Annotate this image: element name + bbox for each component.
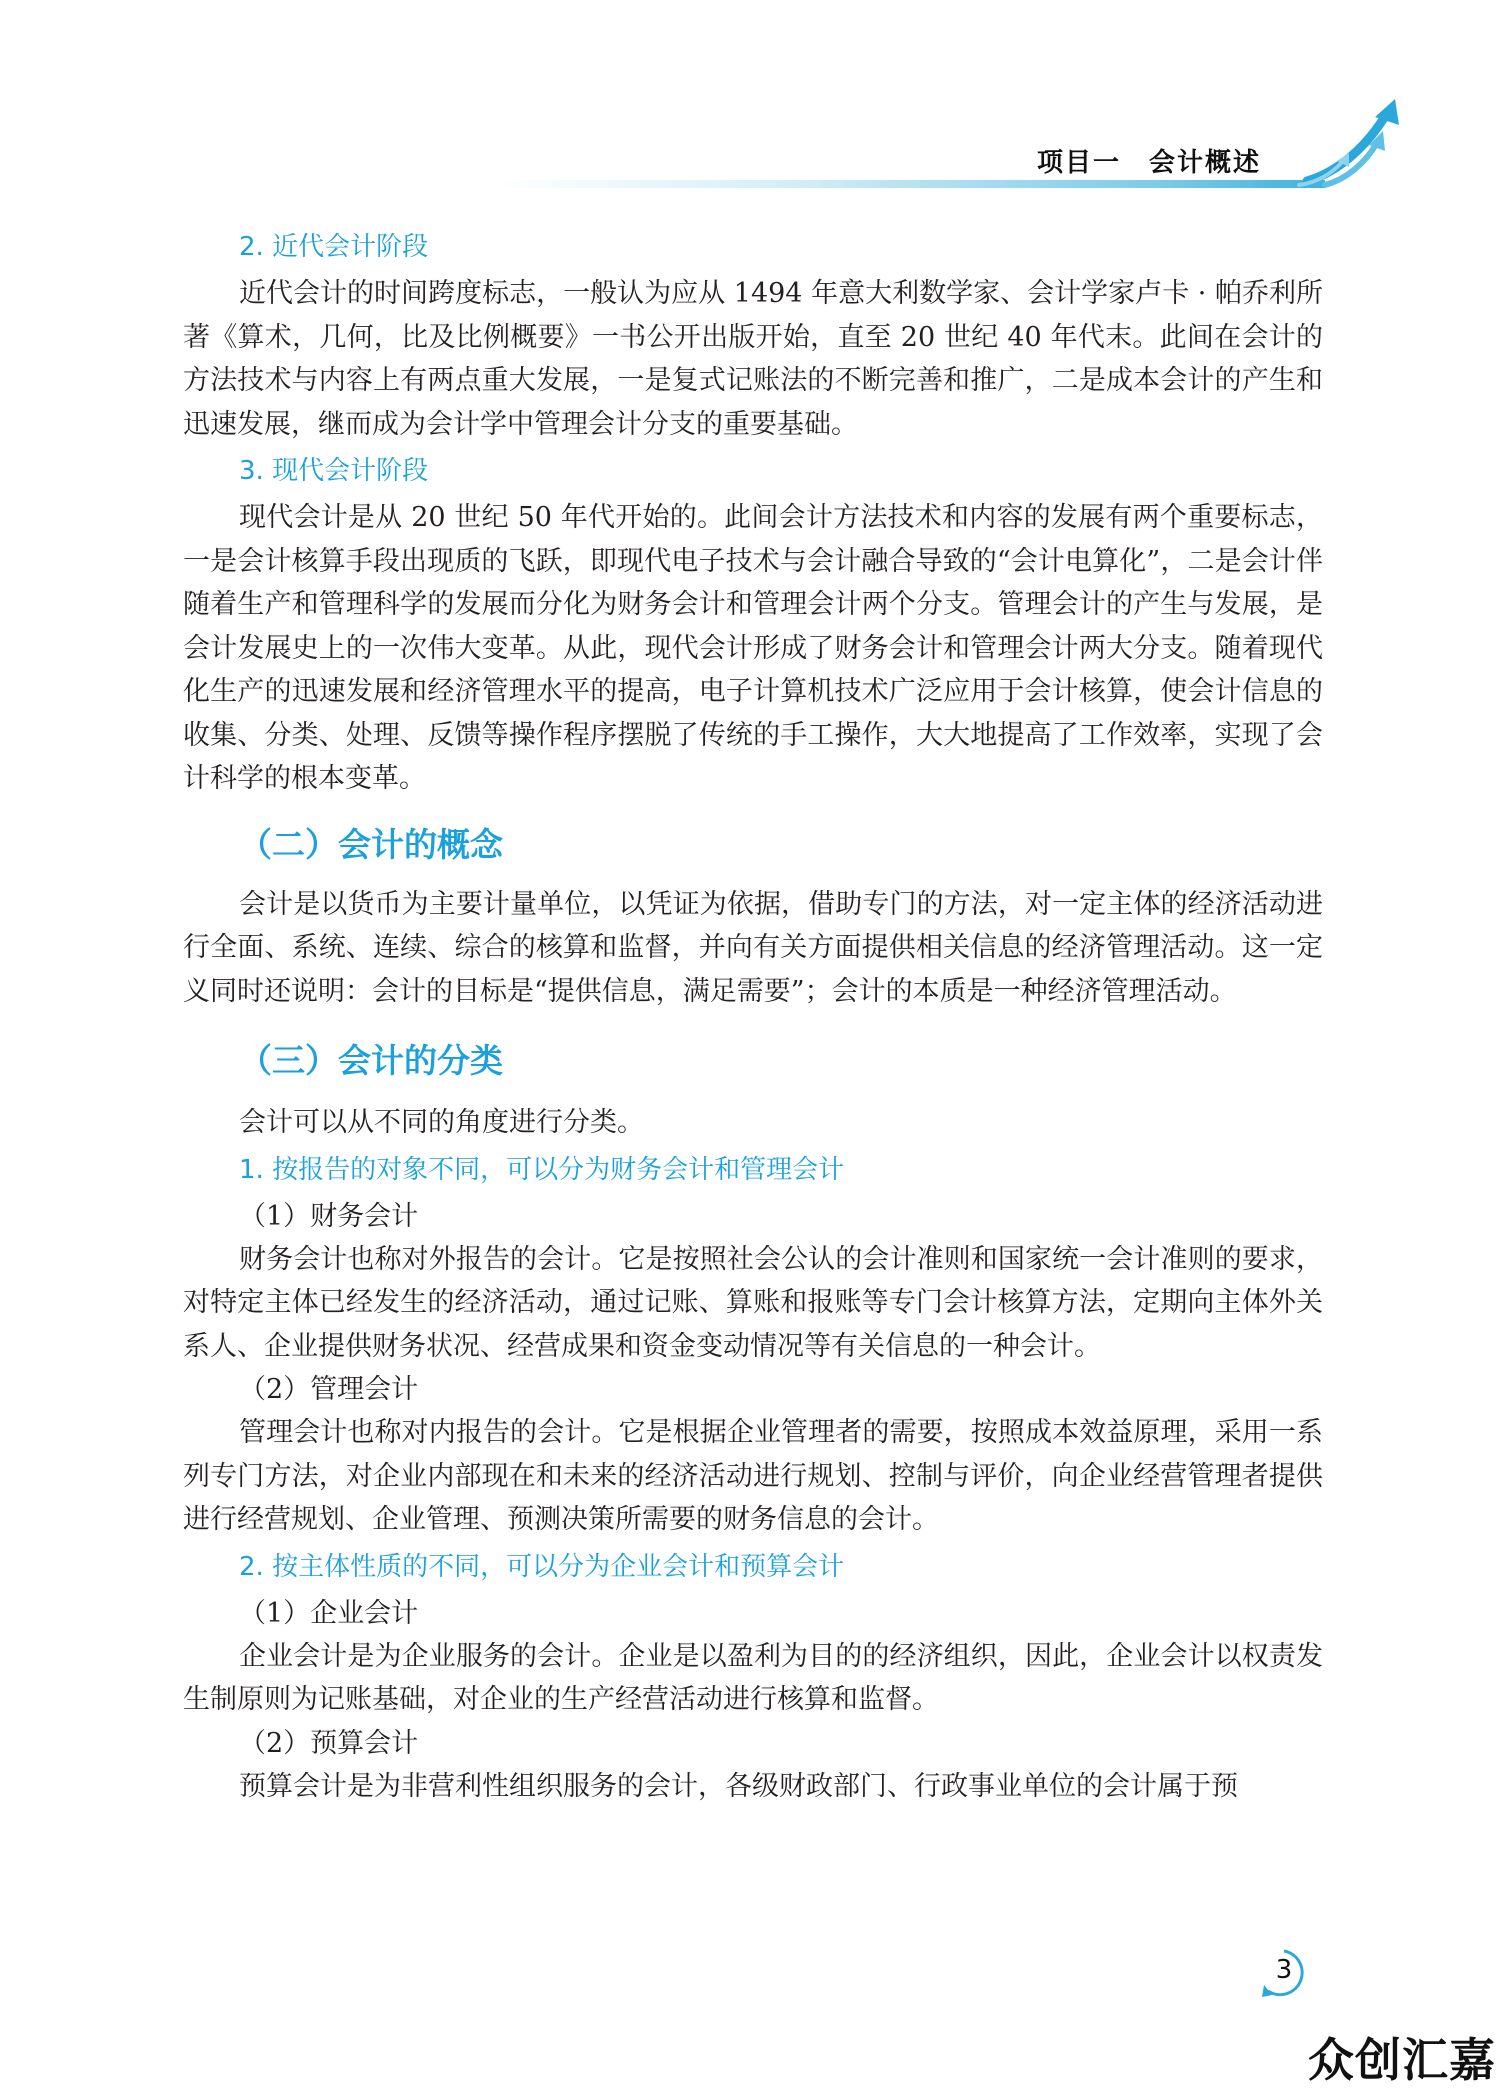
paragraph-modern: 现代会计是从 20 世纪 50 年代开始的。此间会计方法技术和内容的发展有两个重要标志，一是会计核算手段出现质的飞跃，即现代电子技术与会计融合导致的“会计电算化”，二是会计伴随着生产和管理科学的发展而分化为财务会计和管理会计两个分支。管理会计的产生与发展，是会计发展史上的一次伟大变革。从此，现代会计形成了财务会计和管理会计两大分支。随着现代化生产的迅速发展和经济管理水平的提高，电子计算机技术广泛应用于会计核算，使会计信息的收集、分类、处理、反馈等操作程序摆脱了传统的手工操作，大大地提高了工作效率，实现了会计科学的根本变革。 [183, 502, 1323, 794]
header-gradient-bar [495, 180, 1325, 188]
subheading-modern: 3. 现代会计阶段 [239, 456, 429, 486]
paragraph-budget: 预算会计是为非营利性组织服务的会计，各级财政部门、行政事业单位的会计属于预 [239, 1770, 1238, 1802]
header-project: 项目一 [1036, 148, 1121, 178]
paragraph-modern-early: 近代会计的时间跨度标志，一般认为应从 1494 年意大利数学家、会计学家卢卡 · 帕乔利所著《算术，几何，比及比例概要》一书公开出版开始，直至 20 世纪 40 年代末。此间在会计的方法技术与内容上有两点重大发展，一是复式记账法的不断完善和推广，二是成本会计的产生和迅速发展，继而成为会计学中管理会计分支的重要基础。 [183, 278, 1323, 440]
paragraph-enterprise: 企业会计是为企业服务的会计。企业是以盈利为目的的经济组织，因此，企业会计以权责发生制原则为记账基础，对企业的生产经营活动进行核算和监督。 [183, 1640, 1323, 1715]
watermark-text: 众创汇嘉 [1308, 2033, 1496, 2087]
paragraph-concept: 会计是以货币为主要计量单位，以凭证为依据，借助专门的方法，对一定主体的经济活动进行全面、系统、连续、综合的核算和监督，并向有关方面提供相关信息的经济管理活动。这一定义同时还说明：会计的目标是“提供信息，满足需要”；会计的本质是一种经济管理活动。 [183, 888, 1323, 1007]
section-heading-classify: （三）会计的分类 [239, 1041, 503, 1080]
item-financial-label: （1）财务会计 [239, 1200, 419, 1232]
page-content [183, 222, 1323, 1808]
page-number-badge [1262, 1945, 1320, 2009]
paragraph-management: 管理会计也称对内报告的会计。它是根据企业管理者的需要，按照成本效益原理，采用一系列专门方法，对企业内部现在和未来的经济活动进行规划、控制与评价，向企业经营管理者提供进行经营规划、企业管理、预测决策所需要的财务信息的会计。 [183, 1417, 1323, 1535]
item-management-label: （2）管理会计 [239, 1374, 419, 1405]
item-budget-label: （2）预算会计 [239, 1727, 419, 1759]
subheading-by-entity: 2. 按主体性质的不同，可以分为企业会计和预算会计 [239, 1551, 845, 1582]
paragraph-financial: 财务会计也称对外报告的会计。它是按照社会公认的会计准则和国家统一会计准则的要求，对特定主体已经发生的经济活动，通过记账、算账和报账等专门会计核算方法，定期向主体外关系人、企业提供财务状况、经营成果和资金变动情况等有关信息的一种会计。 [183, 1243, 1323, 1362]
section-heading-concept: （二）会计的概念 [239, 824, 503, 864]
paragraph-classify-intro: 会计可以从不同的角度进行分类。 [239, 1107, 644, 1138]
subheading-by-object: 1. 按报告的对象不同，可以分为财务会计和管理会计 [239, 1154, 845, 1185]
running-header [1037, 142, 1261, 179]
item-enterprise-label: （1）企业会计 [239, 1597, 419, 1629]
page-number: 3 [1275, 1955, 1293, 1985]
subheading-modern-early: 2. 近代会计阶段 [239, 232, 429, 262]
rising-arrows-icon [1295, 95, 1415, 195]
header-chapter-title: 会计概述 [1148, 148, 1261, 178]
